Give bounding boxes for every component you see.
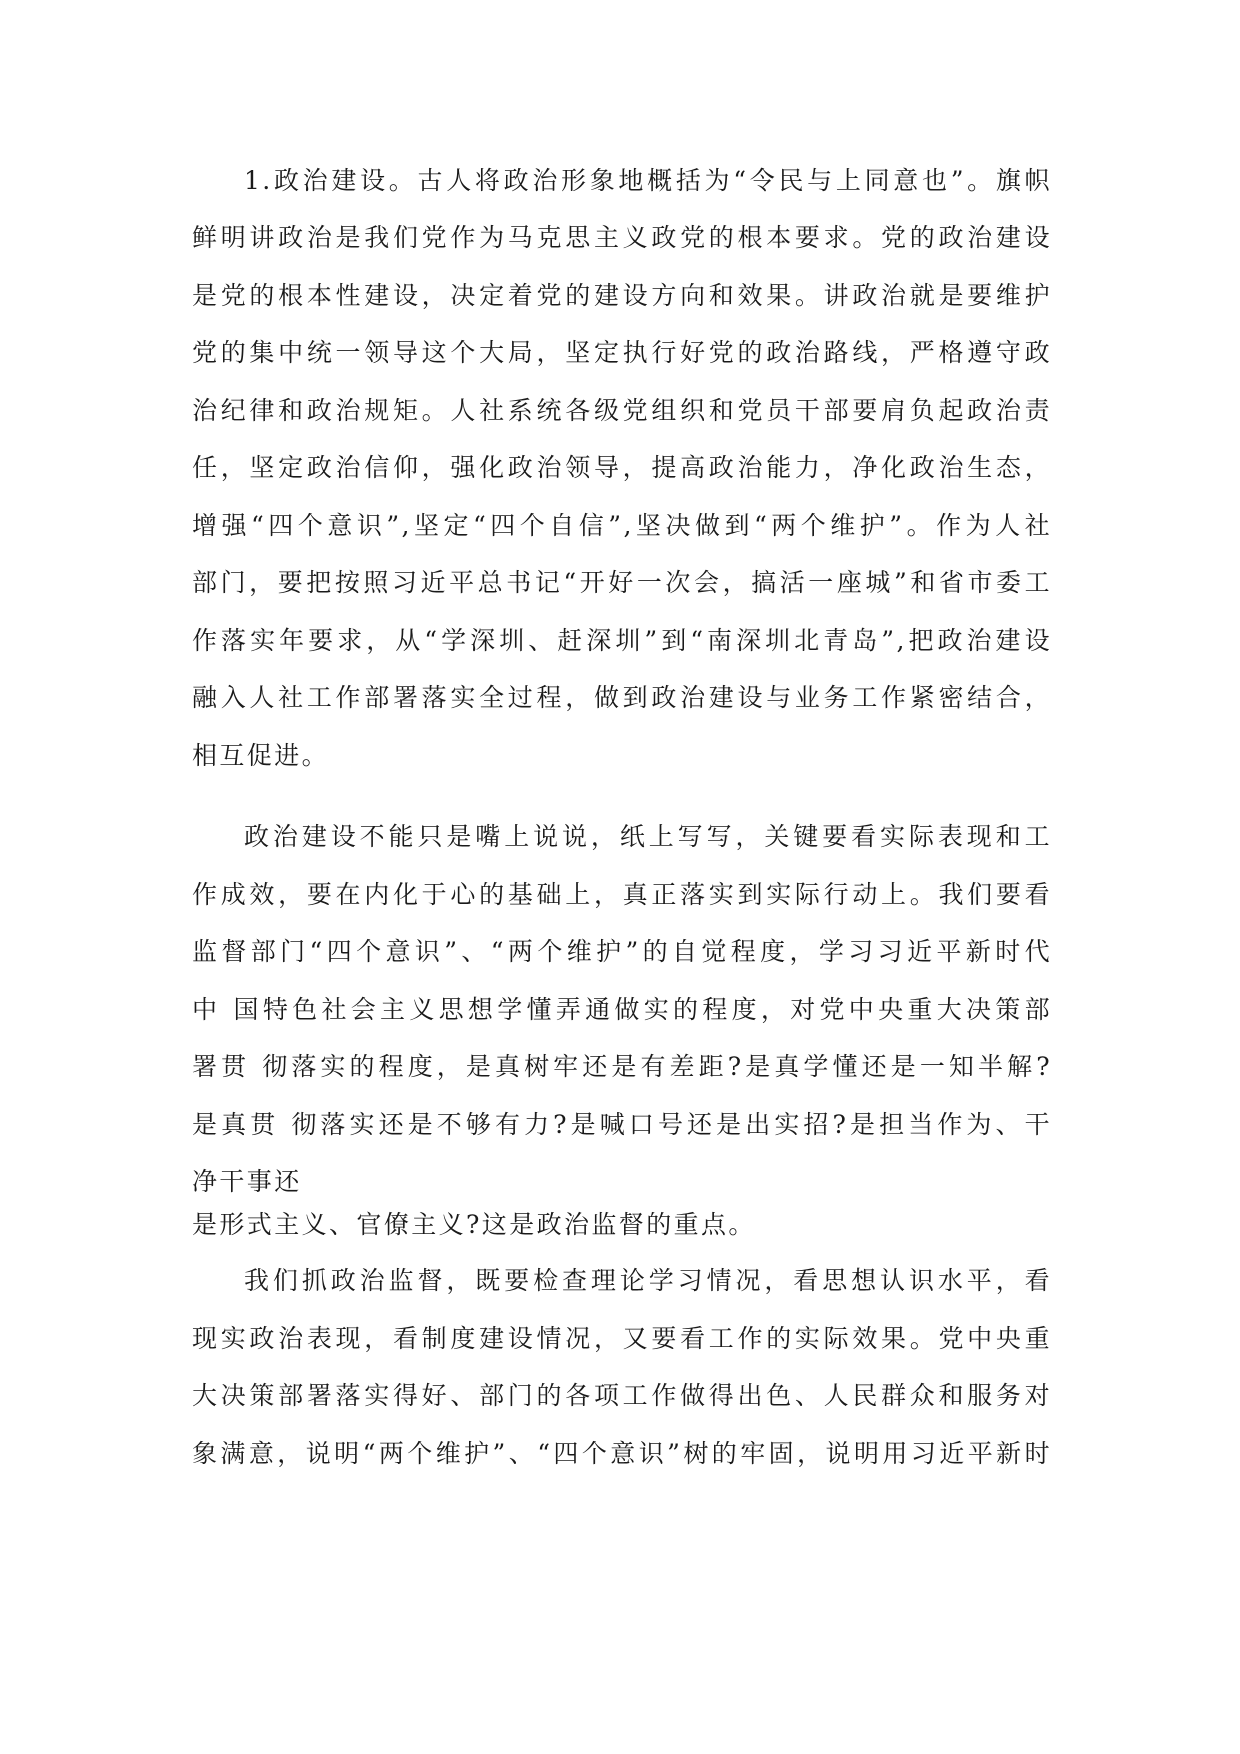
text-line: 相互促进。 <box>192 741 330 770</box>
text-line: 大决策部署落实得好、部门的各项工作做得出色、人民群众和服务对 <box>192 1381 1052 1410</box>
text-line: 是真贯 彻落实还是不够有力?是喊口号还是出实招?是担当作为、干 <box>192 1110 1052 1139</box>
text-line: 作落实年要求，从“学深圳、赶深圳”到“南深圳北青岛”,把政治建设 <box>192 626 1052 655</box>
text-line: 中 国特色社会主义思想学懂弄通做实的程度，对党中央重大决策部 <box>192 995 1052 1024</box>
text-line: 署贯 彻落实的程度，是真树牢还是有差距?是真学懂还是一知半解? <box>192 1052 1052 1081</box>
text-line: 象满意，说明“两个维护”、“四个意识”树的牢固，说明用习近平新时 <box>192 1439 1052 1468</box>
text-line: 现实政治表现，看制度建设情况，又要看工作的实际效果。党中央重 <box>192 1324 1052 1353</box>
text-line: 是党的根本性建设，决定着党的建设方向和效果。讲政治就是要维护 <box>192 281 1052 310</box>
text-line: 治纪律和政治规矩。人社系统各级党组织和党员干部要肩负起政治责 <box>192 396 1052 425</box>
text-line: 融入人社工作部署落实全过程，做到政治建设与业务工作紧密结合， <box>192 683 1052 712</box>
text-line: 净干事还 <box>192 1167 302 1196</box>
text-line: 政治建设不能只是嘴上说说，纸上写写，关键要看实际表现和工 <box>244 822 1052 851</box>
text-line: 是形式主义、官僚主义?这是政治监督的重点。 <box>192 1210 756 1239</box>
text-line: 作成效，要在内化于心的基础上，真正落实到实际行动上。我们要看 <box>192 880 1052 909</box>
text-line: 1.政治建设。古人将政治形象地概括为“令民与上同意也”。旗帜 <box>244 166 1052 195</box>
text-line: 党的集中统一领导这个大局，坚定执行好党的政治路线，严格遵守政 <box>192 338 1052 367</box>
text-line: 我们抓政治监督，既要检查理论学习情况，看思想认识水平，看 <box>244 1266 1052 1295</box>
text-line: 鲜明讲政治是我们党作为马克思主义政党的根本要求。党的政治建设 <box>192 223 1052 252</box>
text-line: 任，坚定政治信仰，强化政治领导，提高政治能力，净化政治生态， <box>192 453 1052 482</box>
text-line: 监督部门“四个意识”、“两个维护”的自觉程度，学习习近平新时代 <box>192 937 1052 966</box>
text-line: 部门，要把按照习近平总书记“开好一次会，搞活一座城”和省市委工 <box>192 568 1052 597</box>
text-line: 增强“四个意识”,坚定“四个自信”,坚决做到“两个维护”。作为人社 <box>192 511 1052 540</box>
